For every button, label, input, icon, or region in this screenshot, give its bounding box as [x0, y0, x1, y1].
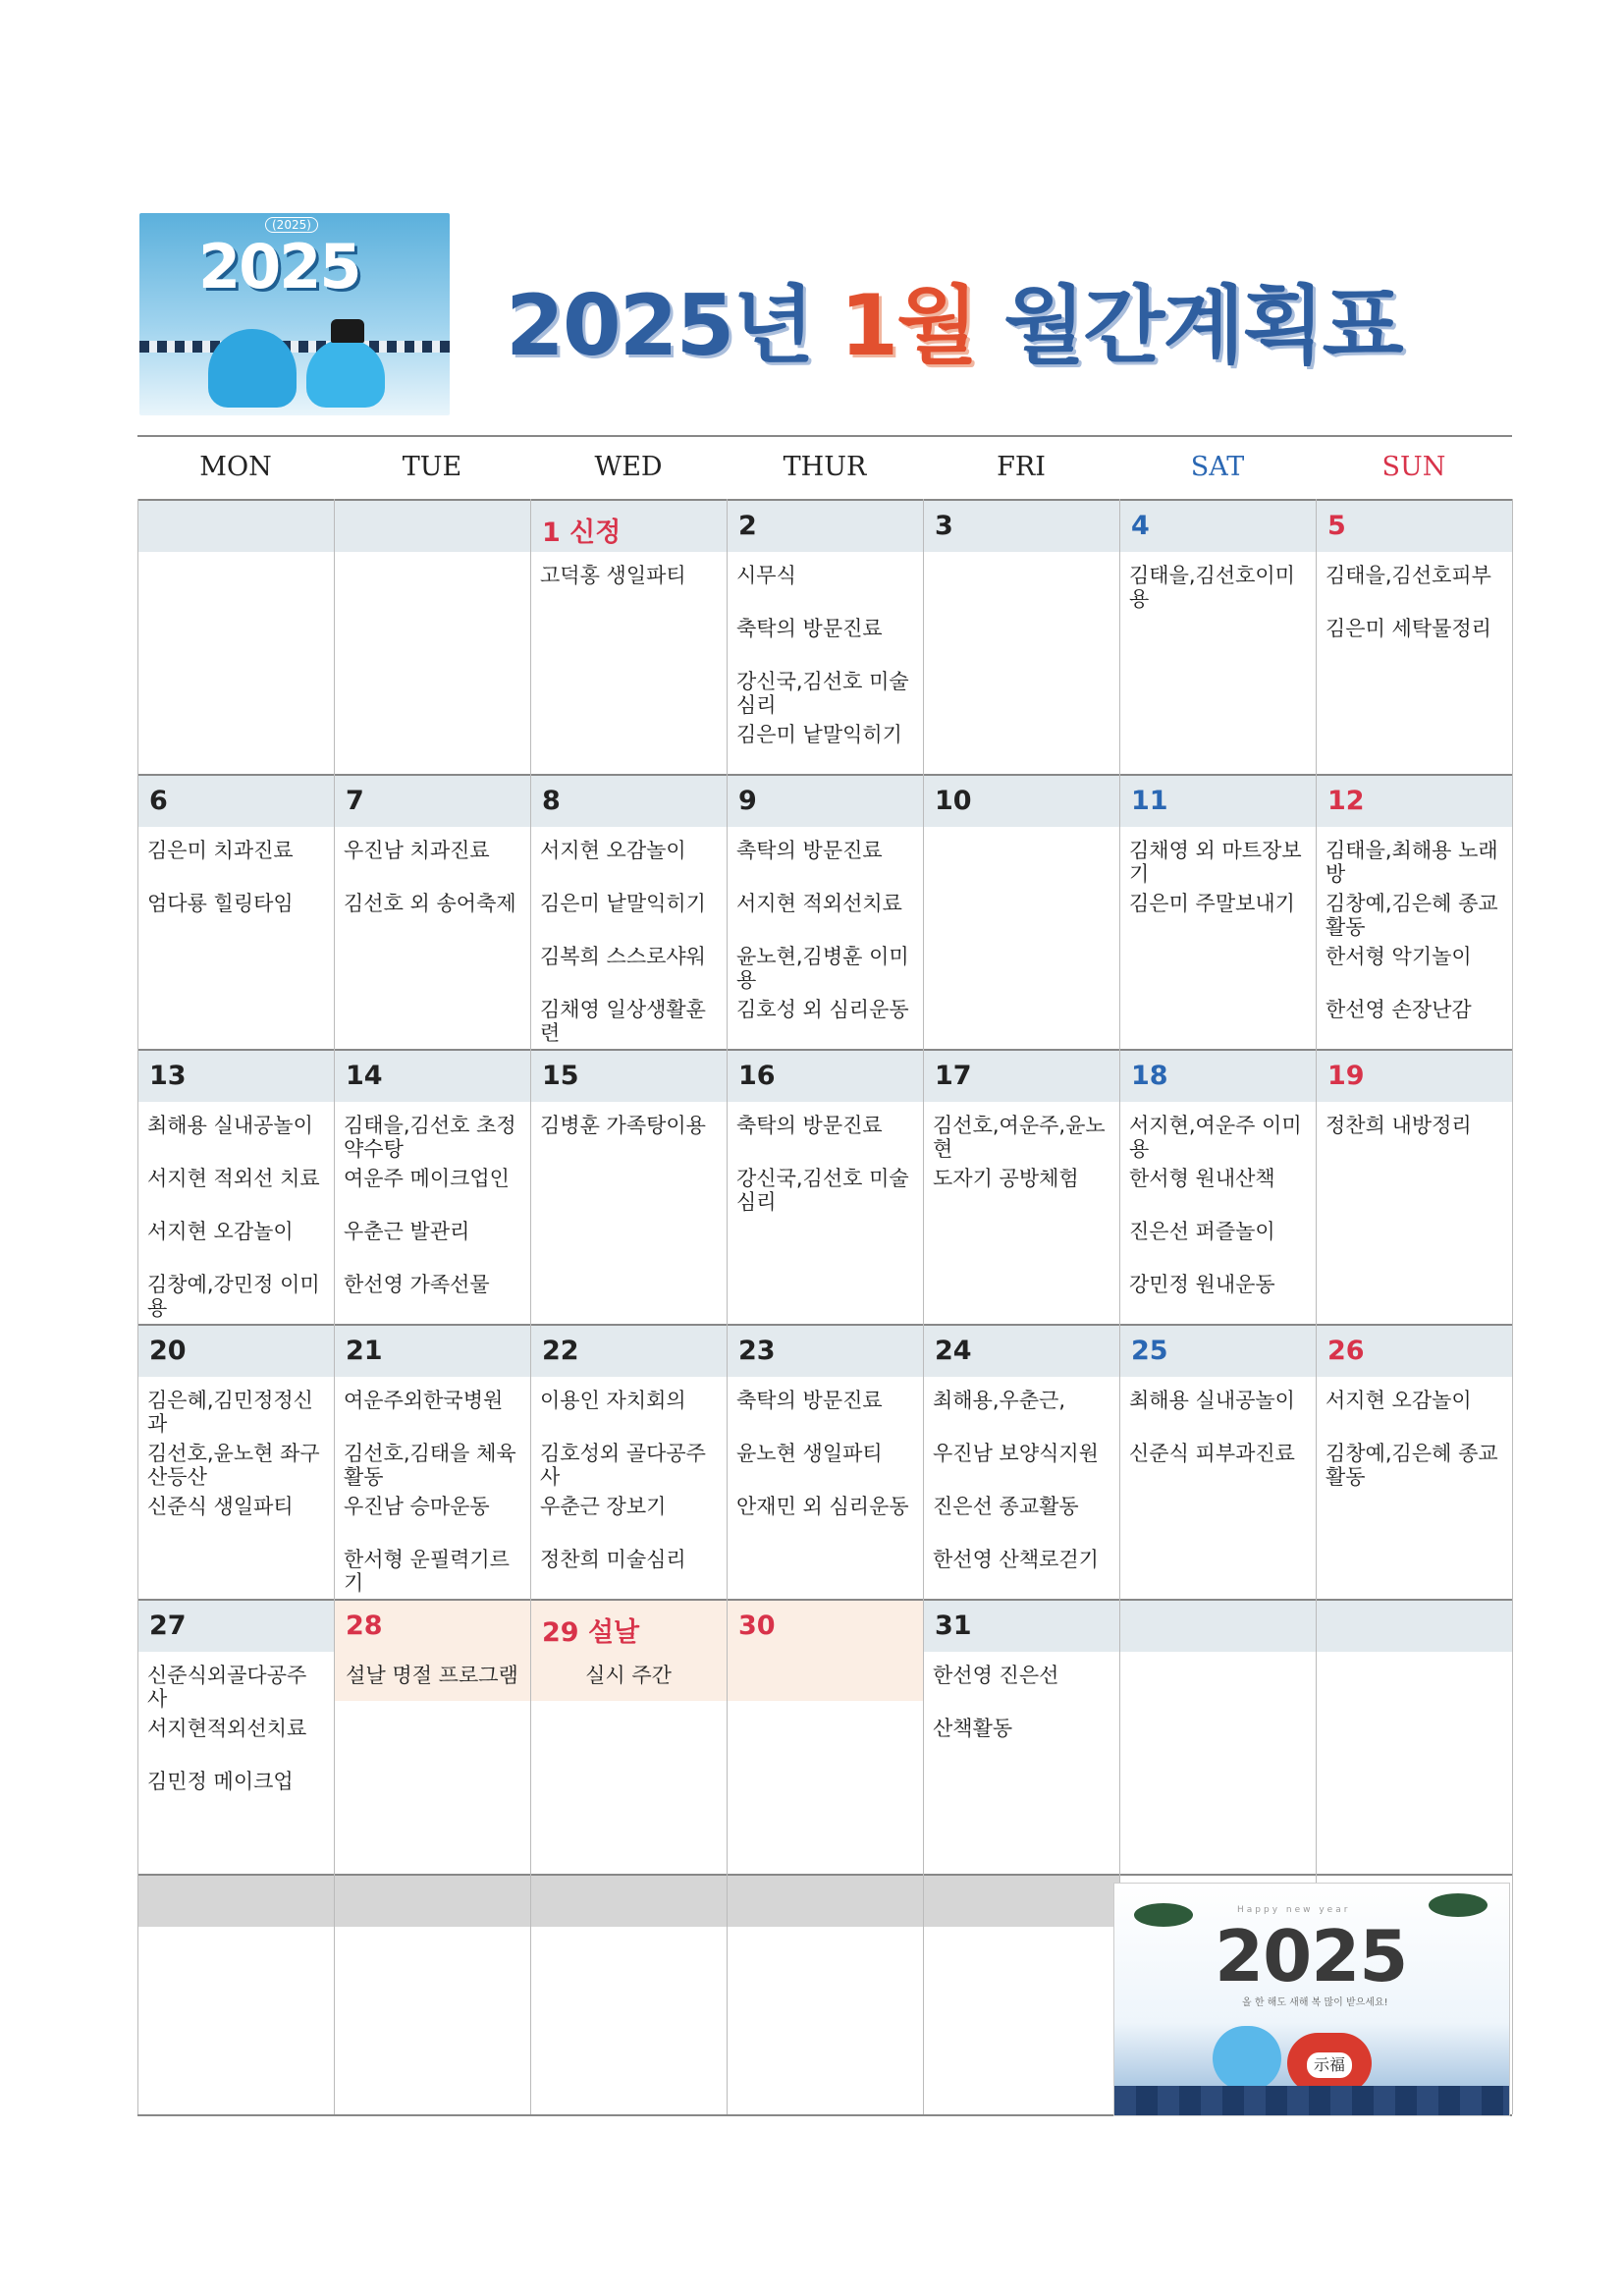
day-number: 28: [346, 1611, 383, 1641]
calendar-event: 고덕홍 생일파티: [540, 564, 686, 587]
grid-line: [1316, 499, 1317, 2114]
card-subtitle: 올 한 해도 새해 복 많이 받으세요!: [1242, 1997, 1388, 2008]
calendar-event: 한선영 산책로걷기: [933, 1548, 1099, 1571]
day-number: 26: [1327, 1336, 1365, 1366]
calendar-event: 우진남 치과진료: [344, 839, 490, 862]
calendar-event: 강민정 원내운동: [1129, 1273, 1275, 1296]
calendar-event: 김병훈 가족탕이용: [540, 1114, 706, 1137]
day-number: 19: [1327, 1061, 1365, 1091]
calendar-event: 설날 명절 프로그램: [346, 1664, 518, 1687]
day-number: 29 설날: [542, 1617, 640, 1648]
grid-line: [137, 1874, 1512, 1876]
title-month: 1월: [839, 277, 977, 375]
logo-year: 2025: [198, 231, 360, 302]
calendar-event: 최해용,우춘근,: [933, 1389, 1066, 1412]
calendar-event: 김호성외 골다공주사: [540, 1442, 706, 1489]
day-number: 18: [1131, 1061, 1168, 1091]
calendar-event: 서지현 적외선치료: [736, 892, 902, 915]
calendar-event: 한선영 가족선물: [344, 1273, 490, 1296]
calendar-event: 여운주 메이크업인: [344, 1167, 510, 1190]
day-number: 24: [935, 1336, 972, 1366]
grid-line: [1512, 499, 1513, 2114]
calendar-event: 김선호 외 송어축제: [344, 892, 516, 915]
grid-line: [137, 774, 1512, 776]
day-number: 10: [935, 786, 972, 816]
calendar-event: 한서형 운필력기르기: [344, 1548, 510, 1595]
calendar-event: 한선영 손장난감: [1325, 998, 1472, 1021]
calendar-event: 이용인 자치회의: [540, 1389, 686, 1412]
calendar-event: 김태을,최해용 노래방: [1325, 839, 1498, 886]
calendar-event: 신준식 피부과진료: [1129, 1442, 1295, 1465]
day-number: 7: [346, 786, 364, 816]
calendar-event: 최해용 실내공놀이: [1129, 1389, 1295, 1412]
day-number-bar: [1316, 1599, 1512, 1652]
grid-line: [137, 1324, 1512, 1326]
fence-decoration: [139, 341, 450, 353]
new-year-card: [1113, 1883, 1510, 2116]
calendar-event: 촉탁의 방문진료: [736, 839, 883, 862]
pine-tree-icon: [1429, 1893, 1488, 1917]
calendar-event: 우춘근 발관리: [344, 1220, 470, 1243]
grid-line: [137, 1049, 1512, 1051]
lucky-bag-icon: [1287, 2033, 1372, 2094]
calendar-event: 여운주외한국병원: [344, 1389, 504, 1412]
calendar-event: 진은선 종교활동: [933, 1495, 1079, 1518]
calendar-event: 정찬희 내방정리: [1325, 1114, 1472, 1137]
calendar-event: 김은혜,김민정정신과: [147, 1389, 313, 1436]
title-year: 2025년: [506, 277, 813, 375]
calendar-event: 김태을,김선호이미용: [1129, 564, 1295, 611]
grid-line: [1119, 499, 1120, 2114]
calendar-event: 한서형 원내산책: [1129, 1167, 1275, 1190]
day-number-bar: [137, 499, 334, 552]
day-number: 20: [149, 1336, 187, 1366]
calendar-event: 김은미 낱말익히기: [540, 892, 706, 915]
calendar-event: 김채영 일상생활훈련: [540, 998, 706, 1045]
calendar-event: 축탁의 방문진료: [736, 1114, 883, 1137]
calendar-event: 김채영 외 마트장보기: [1129, 839, 1302, 886]
calendar-event: 김태을,김선호피부: [1325, 564, 1491, 587]
day-number: 25: [1131, 1336, 1168, 1366]
calendar-event: 신준식외골다공주사: [147, 1664, 307, 1711]
day-number: 2: [738, 511, 757, 541]
day-number-bar: [1119, 1599, 1316, 1652]
calendar-event: 서지현 오감놀이: [540, 839, 686, 862]
day-number: 30: [738, 1611, 776, 1641]
day-number: 6: [149, 786, 168, 816]
grid-line: [137, 1599, 1512, 1601]
calendar-event: 서지현 적외선 치료: [147, 1167, 320, 1190]
calendar-event: 서지현 오감놀이: [1325, 1389, 1472, 1412]
calendar-event: 정찬희 미술심리: [540, 1548, 686, 1571]
weekday-header: SUN: [1381, 452, 1446, 482]
bag-label: 示福: [1307, 2052, 1352, 2078]
grid-line: [923, 499, 924, 2114]
snake-illustration: [208, 329, 297, 408]
blank-row-bar: [923, 1874, 1119, 1927]
calendar-event: 김선호,여운주,윤노현: [933, 1114, 1106, 1161]
grid-line: [137, 499, 138, 2114]
blank-row-bar: [727, 1874, 923, 1927]
day-number: 8: [542, 786, 561, 816]
calendar-event: 김창예,강민정 이미용: [147, 1273, 320, 1320]
grid-line: [137, 435, 1512, 437]
calendar-event: 김은미 치과진료: [147, 839, 294, 862]
calendar-event: 신준식 생일파티: [147, 1495, 294, 1518]
day-number: 11: [1131, 786, 1168, 816]
calendar-event: 김복희 스스로샤워: [540, 945, 706, 968]
calendar-event: 최해용 실내공놀이: [147, 1114, 313, 1137]
grid-line: [727, 499, 728, 2114]
calendar-event: 도자기 공방체험: [933, 1167, 1079, 1190]
day-number: 1 신정: [542, 518, 622, 548]
calendar-event: 윤노현 생일파티: [736, 1442, 883, 1465]
day-number: 21: [346, 1336, 383, 1366]
day-number: 3: [935, 511, 953, 541]
day-number: 4: [1131, 511, 1150, 541]
weekday-header: WED: [594, 452, 663, 482]
day-number: 5: [1327, 511, 1346, 541]
pine-tree-icon: [1134, 1903, 1193, 1927]
calendar-event: 김은미 주말보내기: [1129, 892, 1295, 915]
calendar-event: 서지현,여운주 이미용: [1129, 1114, 1302, 1161]
weekday-header: TUE: [402, 452, 462, 482]
page-title: [506, 257, 1402, 375]
weekday-header: MON: [199, 452, 272, 482]
calendar-event: 축탁의 방문진료: [736, 1389, 883, 1412]
calendar-event: 김창예,김은혜 종교활동: [1325, 892, 1498, 939]
grid-line: [334, 499, 335, 2114]
calendar-event: 엄다룡 힐링타임: [147, 892, 294, 915]
day-number: 16: [738, 1061, 776, 1091]
calendar-event: 우춘근 장보기: [540, 1495, 667, 1518]
card-year: 2025: [1215, 1915, 1408, 1997]
calendar-event: 실시 주간: [585, 1664, 672, 1687]
grid-line: [137, 499, 1512, 501]
day-number: 31: [935, 1611, 972, 1641]
snake-illustration: [1213, 2026, 1281, 2091]
day-number: 9: [738, 786, 757, 816]
logo-2025-snake: [139, 213, 450, 415]
calendar-event: 윤노현,김병훈 이미용: [736, 945, 909, 992]
calendar-event: 산책활동: [933, 1717, 1013, 1740]
calendar-event: 김민정 메이크업: [147, 1770, 294, 1793]
weekday-header: THUR: [783, 452, 867, 482]
calendar-event: 시무식: [736, 564, 796, 587]
hat-illustration: [331, 319, 364, 343]
grid-line: [530, 499, 531, 2114]
day-number-bar: [334, 499, 530, 552]
calendar-event: 우진남 보양식지원: [933, 1442, 1099, 1465]
calendar-event: 안재민 외 심리운동: [736, 1495, 909, 1518]
snake-illustration: [306, 339, 385, 408]
calendar-event: 진은선 퍼즐놀이: [1129, 1220, 1275, 1243]
calendar-grid: [137, 435, 1512, 2116]
calendar-event: 강신국,김선호 미술심리: [736, 670, 909, 717]
calendar-event: 김태을,김선호 초정약수탕: [344, 1114, 516, 1161]
calendar-event: 서지현 오감놀이: [147, 1220, 294, 1243]
card-small-text: Happy new year: [1237, 1905, 1351, 1915]
calendar-event: 축탁의 방문진료: [736, 617, 883, 640]
day-number: 17: [935, 1061, 972, 1091]
calendar-event: 우진남 승마운동: [344, 1495, 490, 1518]
calendar-event: 김선호,김태을 체육활동: [344, 1442, 516, 1489]
calendar-event: 김선호,윤노현 좌구산등산: [147, 1442, 320, 1489]
title-rest: 월간계획표: [1003, 277, 1402, 375]
day-number: 12: [1327, 786, 1365, 816]
day-number: 22: [542, 1336, 579, 1366]
blank-row-bar: [334, 1874, 530, 1927]
day-number: 23: [738, 1336, 776, 1366]
weekday-header: FRI: [997, 452, 1046, 482]
calendar-event: 한서형 악기놀이: [1325, 945, 1472, 968]
wall-decoration: [1114, 2086, 1509, 2115]
day-number: 14: [346, 1061, 383, 1091]
calendar-event: 한선영 진은선: [933, 1664, 1059, 1687]
calendar-event: 서지현적외선치료: [147, 1717, 307, 1740]
calendar-event: 김창예,김은혜 종교활동: [1325, 1442, 1498, 1489]
day-number: 15: [542, 1061, 579, 1091]
blank-row-bar: [530, 1874, 727, 1927]
weekday-header: SAT: [1190, 452, 1245, 482]
calendar-event: 김은미 세탁물정리: [1325, 617, 1491, 640]
day-number: 13: [149, 1061, 187, 1091]
day-number: 27: [149, 1611, 187, 1641]
calendar-event: 강신국,김선호 미술심리: [736, 1167, 909, 1214]
calendar-event: 김은미 낱말익히기: [736, 723, 902, 746]
calendar-event: 김호성 외 심리운동: [736, 998, 909, 1021]
blank-row-bar: [137, 1874, 334, 1927]
holiday-highlight: [727, 1652, 923, 1701]
logo-badge: (2025): [265, 217, 318, 233]
